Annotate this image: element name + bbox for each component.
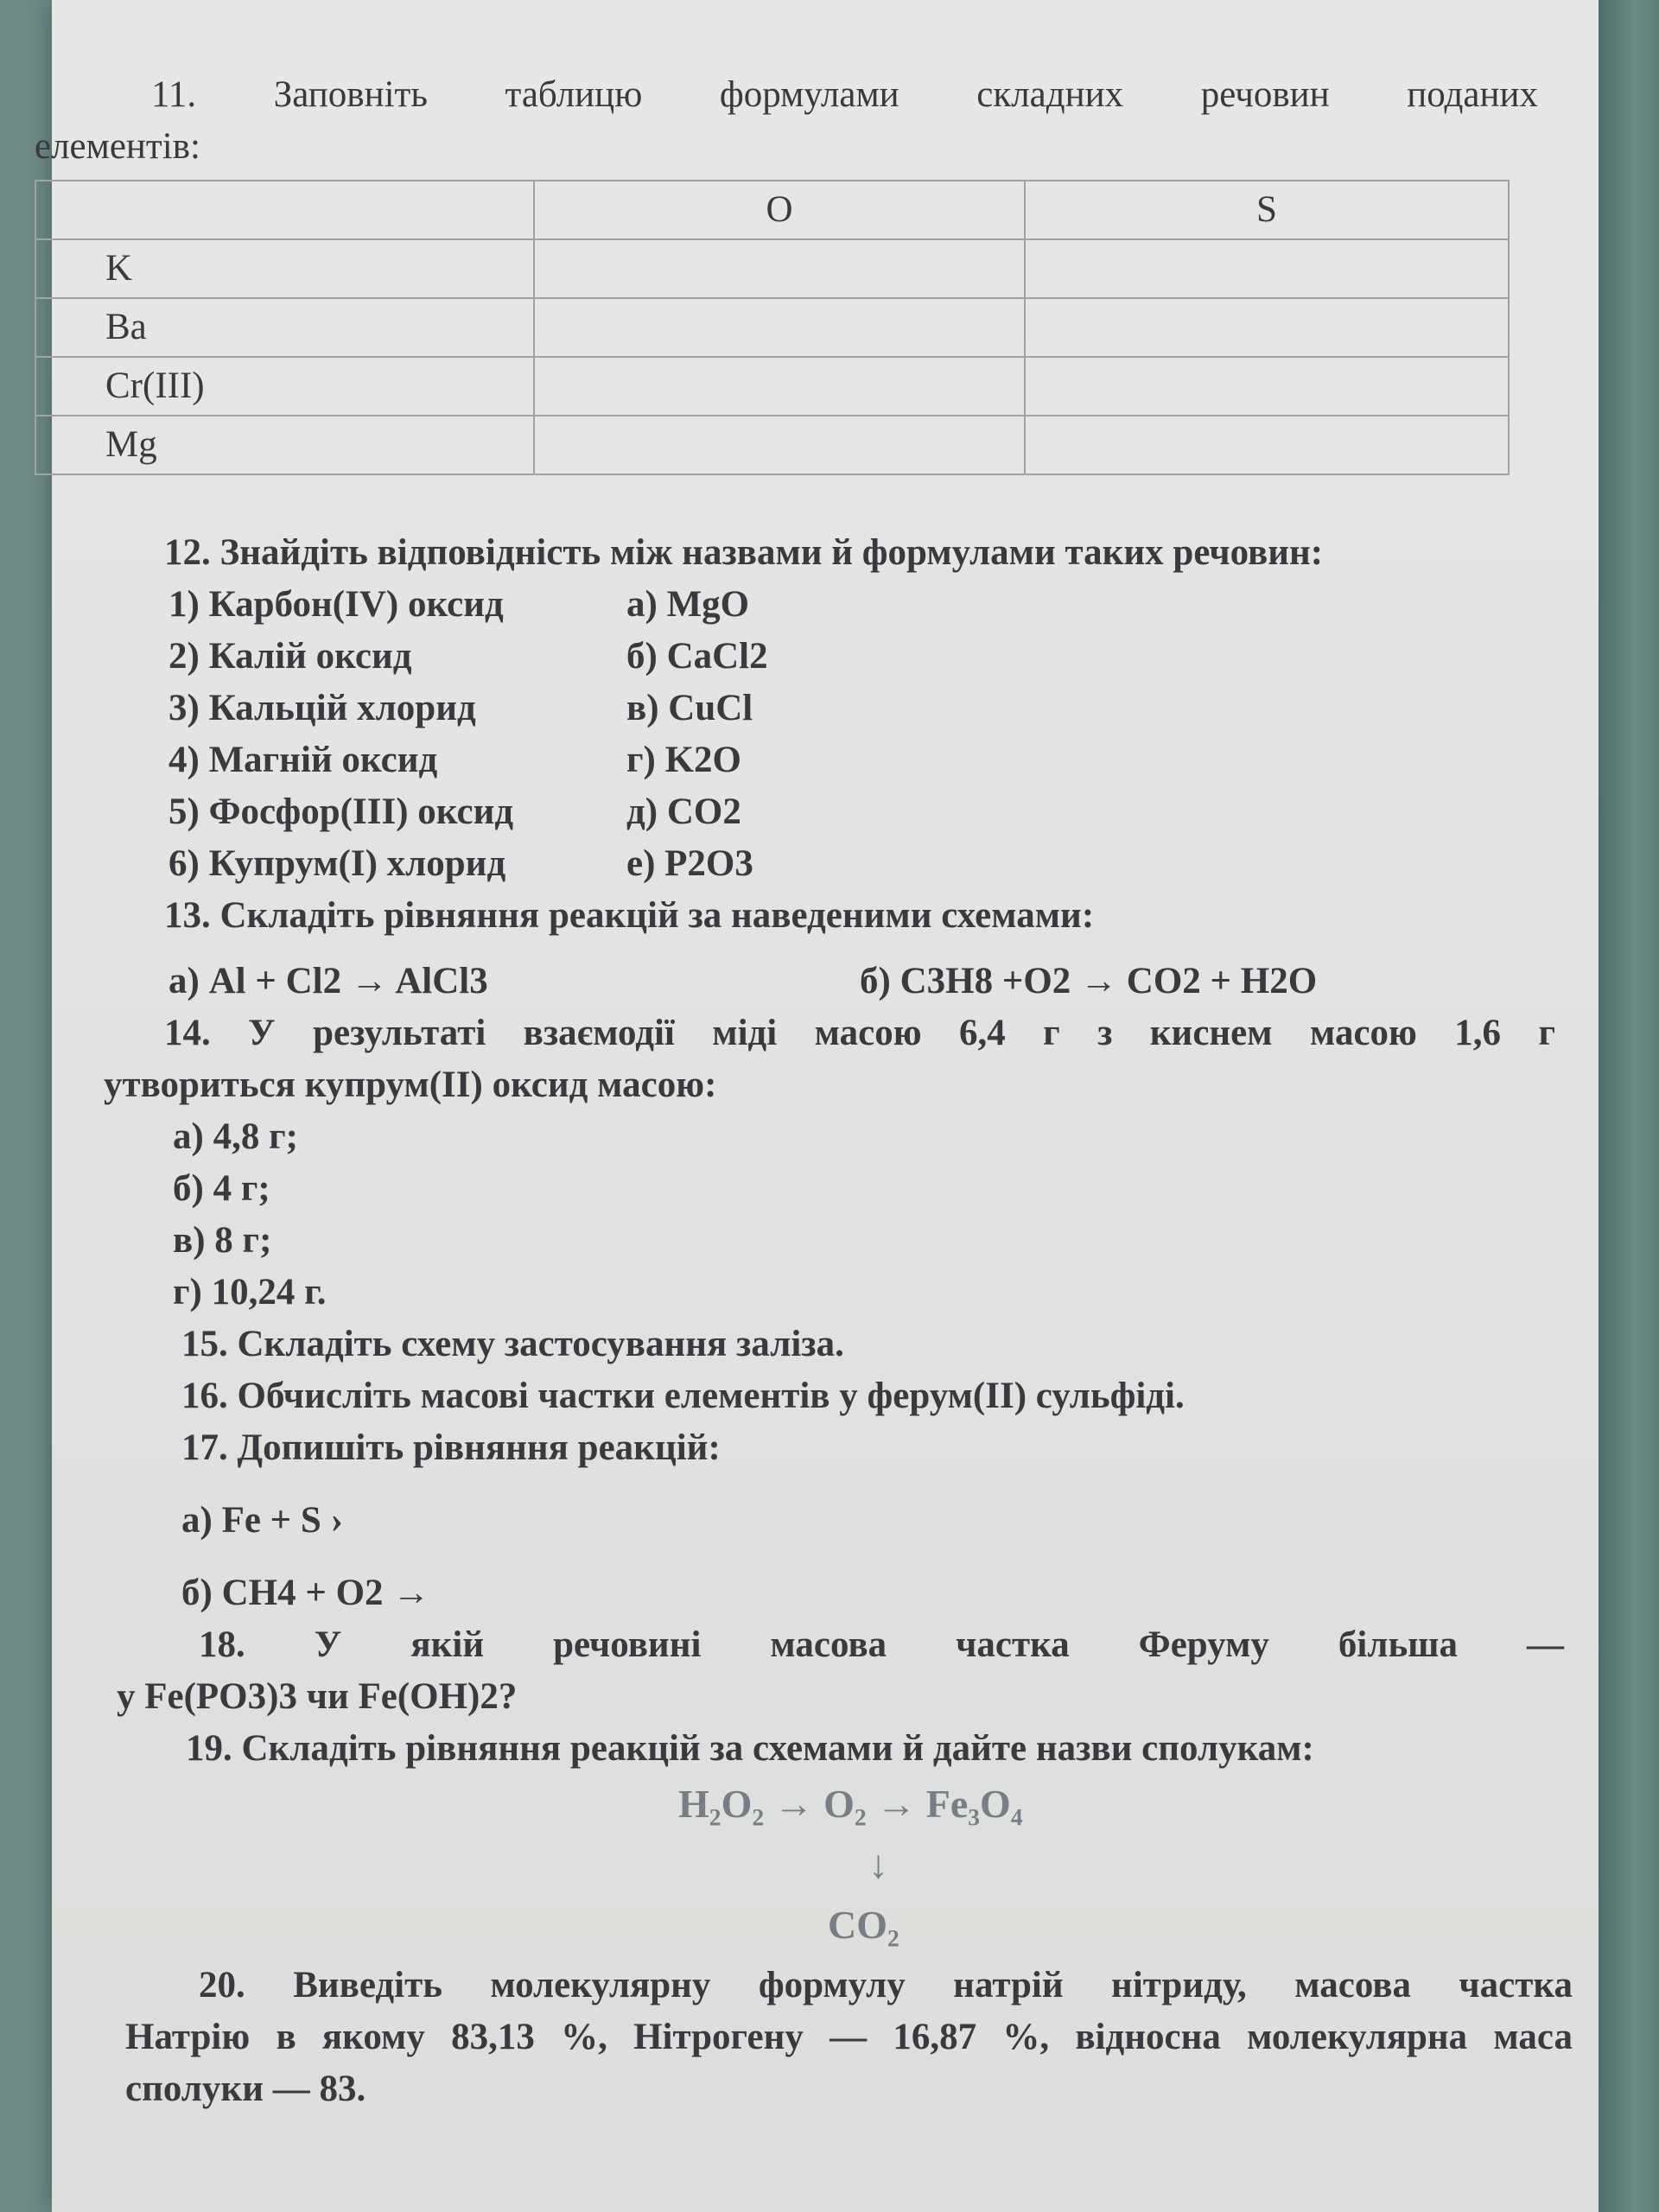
- table-row: [35, 357, 1509, 416]
- equations-row: [35, 956, 1538, 1007]
- table-row-element: K: [35, 239, 534, 298]
- question-14: [35, 1007, 1555, 1319]
- table-cell-empty[interactable]: [534, 416, 1025, 474]
- question-11-text: 11. Заповніть таблицю формулами складних речовин поданих: [151, 74, 1538, 115]
- match-name: 1) Карбон(IV) оксид: [168, 584, 504, 625]
- match-name: 2) Калій оксид: [168, 636, 412, 677]
- table-cell-empty[interactable]: [1025, 298, 1509, 357]
- answer-option: г) 10,24 г.: [173, 1272, 327, 1313]
- question-11: [35, 69, 1538, 475]
- match-formula: б) CaCl2: [626, 636, 768, 677]
- answer-option: в) 8 г;: [173, 1220, 272, 1261]
- question-20-text-end: сполуки — 83.: [125, 2069, 366, 2109]
- question-15-17: [35, 1319, 1538, 1619]
- answer-option: а) 4,8 г;: [173, 1116, 298, 1157]
- match-name: 6) Купрум(I) хлорид: [168, 843, 506, 884]
- match-formula: д) CO2: [626, 791, 741, 832]
- table-cell-empty[interactable]: [534, 298, 1025, 357]
- question-14-text: 14. У результаті взаємодії міді масою 6,4 г з киснем масою 1,6 г: [164, 1013, 1555, 1053]
- table-header-cell: S: [1025, 181, 1509, 239]
- question-18-text: 18. У якій речовині масова частка Феруму більша —: [199, 1624, 1564, 1665]
- question-15: 15. Складіть схему застосування заліза.: [181, 1324, 844, 1364]
- equation-ch4-o2: б) CH4 + O2 →: [181, 1573, 430, 1613]
- question-12-title: 12. Знайдіть відповідність між назвами й формулами таких речовин:: [164, 532, 1324, 573]
- reaction-scheme: [35, 1778, 1538, 1977]
- match-formula: а) MgO: [626, 584, 750, 625]
- question-19: [35, 1723, 1538, 1977]
- answer-option: б) 4 г;: [173, 1168, 270, 1209]
- question-20-text: 20. Виведіть молекулярну формулу натрій нітриду, масова частка: [199, 1965, 1573, 2005]
- match-name: 3) Кальцій хлорид: [168, 688, 476, 728]
- match-row: [35, 838, 1538, 890]
- question-19-title: 19. Складіть рівняння реакцій за схемами й дайте назви сполукам:: [186, 1728, 1314, 1769]
- match-formula: г) K2O: [626, 740, 741, 780]
- equation-a: а) Al + Cl2 → AlCl3: [168, 961, 488, 1001]
- table-row-element: Cr(III): [35, 357, 534, 416]
- match-formula: в) CuCl: [626, 688, 753, 728]
- table-header-cell: [35, 181, 534, 239]
- table-cell-empty[interactable]: [1025, 239, 1509, 298]
- table-row: [35, 416, 1509, 474]
- table-row-element: Ba: [35, 298, 534, 357]
- table-row: [35, 239, 1509, 298]
- question-18-text-cont: у Fe(PO3)3 чи Fe(OH)2?: [117, 1676, 518, 1717]
- table-header-cell: O: [534, 181, 1025, 239]
- table-row: [35, 298, 1509, 357]
- match-name: 5) Фосфор(III) оксид: [168, 791, 514, 832]
- equation-fe-s: а) Fe + S ›: [181, 1500, 343, 1541]
- question-16: 16. Обчисліть масові частки елементів у ферум(II) сульфіді.: [181, 1376, 1185, 1416]
- background-edge: [1599, 0, 1659, 2212]
- match-row: [35, 786, 1538, 838]
- match-row: [35, 734, 1538, 786]
- question-17-title: 17. Допишіть рівняння реакцій:: [181, 1427, 721, 1468]
- table-header-row: [35, 181, 1509, 239]
- match-row: [35, 579, 1538, 631]
- equation-b: б) C3H8 +O2 → CO2 + H2O: [860, 961, 1318, 1001]
- question-18: [35, 1619, 1564, 1723]
- scheme-bottom: CO₂: [828, 1903, 899, 1947]
- table-row-element: Mg: [35, 416, 534, 474]
- table-cell-empty[interactable]: [534, 357, 1025, 416]
- table-cell-empty[interactable]: [1025, 357, 1509, 416]
- question-13: [35, 890, 1538, 1007]
- table-cell-empty[interactable]: [534, 239, 1025, 298]
- match-name: 4) Магній оксид: [168, 740, 438, 780]
- match-row: [35, 631, 1538, 683]
- elements-table: [35, 180, 1510, 475]
- scheme-down-arrow: ↓: [868, 1842, 888, 1886]
- scheme-top-chain: H₂O₂ → O₂ → Fe₃O₄: [678, 1782, 1023, 1826]
- match-row: [35, 683, 1538, 734]
- table-cell-empty[interactable]: [1025, 416, 1509, 474]
- question-13-title: 13. Складіть рівняння реакцій за наведеними схемами:: [164, 895, 1095, 936]
- question-11-text-cont: елементів:: [35, 126, 200, 167]
- match-formula: е) P2O3: [626, 843, 753, 884]
- question-20-text-cont: Натрію в якому 83,13 %, Нітрогену — 16,87 %, відносна молекулярна маса: [125, 2017, 1573, 2057]
- question-14-text-cont: утвориться купрум(II) оксид масою:: [104, 1065, 717, 1105]
- question-12: [35, 527, 1538, 890]
- question-20: [35, 1960, 1573, 2115]
- worksheet-content: [35, 69, 1573, 2115]
